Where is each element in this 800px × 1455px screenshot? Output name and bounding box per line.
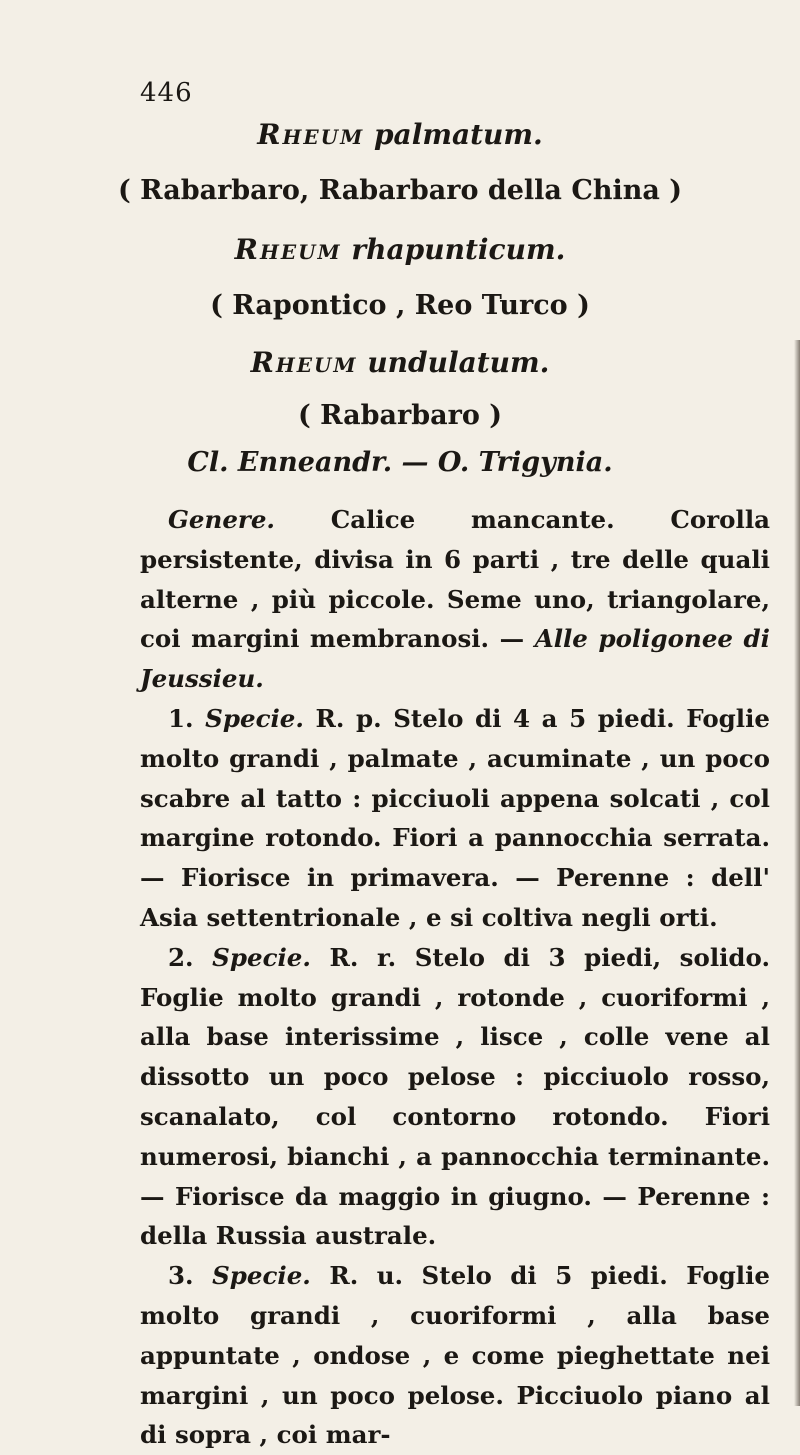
page-number: 446 — [140, 78, 193, 108]
species-1-epithet: palmatum. — [373, 118, 543, 151]
species-1-paragraph — [140, 699, 770, 938]
species-2-paragraph — [140, 938, 770, 1256]
species-1-label: Specie. — [205, 703, 304, 733]
genere-note: Alle poligonee di Jeussieu. — [140, 624, 770, 694]
species-3-label: Specie. — [212, 1261, 311, 1291]
description-text — [140, 500, 770, 1455]
species-1-number: 1. — [168, 703, 206, 733]
species-2-text: R. r. Stelo di 3 piedi, solido. Foglie molto grandi , rotonde , cuoriformi , alla base interissime , lisce , colle vene al dissotto un poco pelose : picciuolo rosso, scanalato, col contorno rotondo. Fiori numerosi, bianchi , a pannocchia terminante. — Fiorisce da maggio in giugno. — Perenne : della Russia australe. — [140, 942, 770, 1251]
species-title-2 — [0, 233, 800, 266]
species-title-1 — [0, 118, 800, 151]
species-3-paragraph — [140, 1256, 770, 1455]
species-3-genus: Rheum — [250, 346, 358, 379]
classification-line: Cl. Enneandr. — O. Trigynia. — [187, 447, 613, 478]
species-2-epithet: rhapunticum. — [351, 233, 566, 266]
species-2-number: 2. — [168, 942, 213, 972]
species-1-common-name: ( Rabarbaro, Rabarbaro della China ) — [117, 175, 683, 206]
species-3-common-name: ( Rabarbaro ) — [297, 400, 503, 431]
species-3-number: 3. — [168, 1261, 213, 1291]
genere-text: Calice mancante. Corolla persistente, divisa in 6 parti , tre delle quali alterne , più piccole. Seme uno, triangolare, coi margini membranosi. — — [140, 505, 770, 654]
species-title-3 — [0, 346, 800, 379]
genus-paragraph — [140, 500, 770, 699]
species-2-common-name: ( Rapontico , Reo Turco ) — [210, 290, 590, 321]
species-1-genus: Rheum — [257, 118, 365, 151]
species-2-genus: Rheum — [234, 233, 342, 266]
species-1-text: R. p. Stelo di 4 a 5 piedi. Foglie molto grandi , palmate , acuminate , un poco scabre al tatto : picciuoli appena solcati , col margine rotondo. Fiori a pannocchia serrata. — Fiorisce in primavera. — Perenne : dell' Asia settentrionale , e si coltiva negli orti. — [140, 703, 770, 932]
species-3-text: R. u. Stelo di 5 piedi. Foglie molto grandi , cuoriformi , alla base appuntate , ondose , e come pieghettate nei margini , un poco pelose. Picciuolo piano al di sopra , coi mar- — [140, 1261, 770, 1450]
species-2-label: Specie. — [212, 942, 311, 972]
page-edge-shadow — [794, 340, 800, 1406]
species-3-epithet: undulatum. — [367, 346, 550, 379]
genere-label: Genere. — [168, 505, 275, 534]
